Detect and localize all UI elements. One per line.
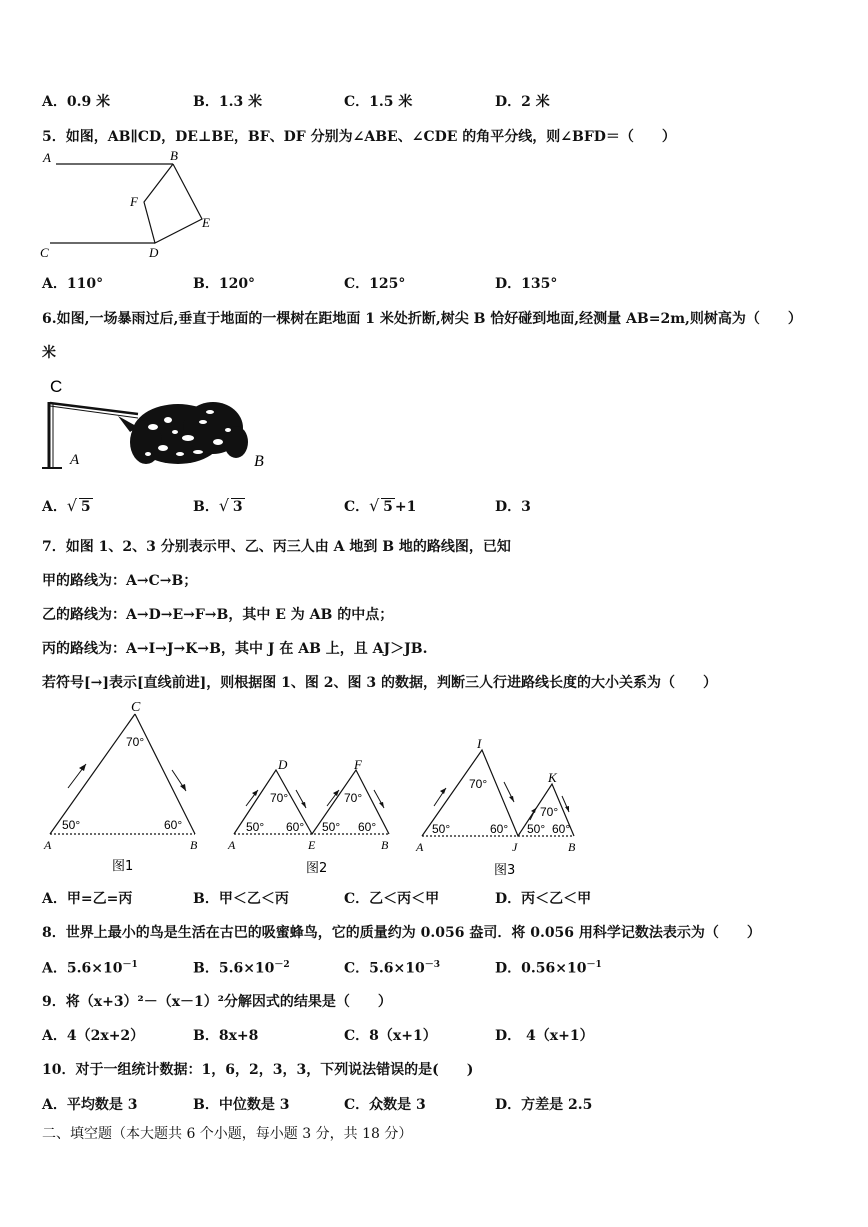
q7-figure-1 (40, 698, 210, 878)
fig3-angle-j-left: 60° (490, 822, 509, 836)
fig2-angle-d: 70° (270, 791, 289, 805)
q7-option-c: C．乙＜丙＜甲 (344, 891, 440, 907)
q7-line2: 乙的路线为：A→D→E→F→B，其中 E 为 AB 的中点； (42, 607, 394, 623)
q7-figure-3 (412, 736, 592, 881)
q9-option-c: C．8（x+1） (344, 1028, 437, 1044)
q6-label-a: A (70, 452, 80, 468)
fig1-label-c: C (131, 700, 141, 715)
q5-stem: 5．如图，AB∥CD，DE⊥BE，BF、DF 分别为∠ABE、∠CDE 的角平分线，则∠BFD＝（ ） (42, 129, 676, 145)
fig2-label-d: D (278, 757, 288, 772)
q5-option-a: A．110° (42, 276, 104, 292)
fig2-label-f: F (354, 757, 362, 772)
fig1-angle-right: 60° (164, 818, 183, 832)
fig1-label-b: B (190, 838, 198, 852)
fig2-label-e: E (308, 838, 316, 852)
q5-option-b: B．120° (193, 276, 256, 292)
fig3-label-i: I (477, 736, 482, 751)
q5-label-d: D (149, 245, 159, 260)
q8-option-a: A．$5.6\times 10^{-1}$ (42, 960, 138, 977)
fig2-label-b: B (381, 838, 389, 852)
q5-label-c: C (40, 245, 49, 260)
q7-line4: 若符号[→]表示[直线前进]，则根据图 1、图 2、图 3 的数据，判断三人行进路线长度的大小关系为（ ） (42, 675, 717, 691)
q6-option-b: B． √ 3 (193, 496, 243, 515)
q6-option-d: D．3 (495, 499, 531, 515)
q7-line1: 甲的路线为：A→C→B； (42, 573, 198, 589)
fig3-label-a: A (416, 840, 424, 854)
fig3-label-j: J (512, 840, 518, 854)
q4-option-b: B．1.3 米 (193, 94, 263, 110)
q5-option-c: C．125° (344, 276, 406, 292)
fig2-angle-e-right: 50° (322, 820, 341, 834)
q9-option-b: B．8x+8 (193, 1028, 259, 1044)
q6-stem-unit: 米 (42, 345, 56, 361)
q5-label-f: F (130, 194, 138, 209)
fig3-angle-a: 50° (432, 822, 451, 836)
q7-stem: 7．如图 1、2、3 分别表示甲、乙、丙三人由 A 地到 B 地的路线图，已知 (42, 539, 511, 555)
fig3-angle-b: 60° (552, 822, 571, 836)
q7-option-a: A．甲=乙=丙 (42, 891, 133, 907)
q4-option-d: D．2 米 (495, 94, 550, 110)
section-2-heading: 二、填空题（本大题共 6 个小题，每小题 3 分，共 18 分） (42, 1126, 413, 1142)
fig1-label-a: A (44, 838, 52, 852)
q10-option-a: A．平均数是 3 (42, 1097, 138, 1113)
q5-label-a: A (43, 150, 51, 165)
fig3-caption: 图3 (494, 863, 516, 878)
q7-option-d: D．丙＜乙＜甲 (495, 891, 592, 907)
fig2-label-a: A (228, 838, 236, 852)
fig3-label-b: B (568, 840, 576, 854)
q8-option-b: B．$5.6\times 10^{-2}$ (193, 960, 290, 977)
fig3-angle-k: 70° (540, 805, 559, 819)
q8-stem: 8．世界上最小的鸟是生活在古巴的吸蜜蜂鸟，它的质量约为 0.056 盎司．将 0.056 用科学记数法表示为（ ） (42, 925, 761, 941)
fig2-angle-f: 70° (344, 791, 363, 805)
q5-label-b: B (170, 148, 178, 163)
q10-stem: 10．对于一组统计数据：1，6，2，3，3，下列说法错误的是( ) (42, 1062, 474, 1078)
q7-option-b: B．甲＜乙＜丙 (193, 891, 289, 907)
q10-option-b: B．中位数是 3 (193, 1097, 290, 1113)
q6-option-a: A． √ 5 (42, 496, 91, 515)
q5-label-e: E (202, 215, 210, 230)
q8-option-d: D．$0.56\times 10^{-1}$ (495, 960, 602, 977)
fig3-angle-j-right: 50° (527, 822, 546, 836)
q6-stem: 6.如图,一场暴雨过后,垂直于地面的一棵树在距地面 1 米处折断,树尖 B 恰好碰到地面,经测量 AB=2m,则树高为（ ） (42, 311, 802, 327)
q9-option-d: D． 4（x+1） (495, 1028, 594, 1044)
fig1-angle-top: 70° (126, 735, 145, 749)
fig2-angle-b: 60° (358, 820, 377, 834)
fig3-label-k: K (548, 770, 557, 785)
q6-figure (38, 372, 278, 472)
fig2-angle-e-left: 60° (286, 820, 305, 834)
fig1-angle-left: 50° (62, 818, 81, 832)
fig2-angle-a: 50° (246, 820, 265, 834)
q8-option-c: C．$5.6\times 10^{-3}$ (344, 960, 440, 977)
q6-label-b: B (254, 453, 264, 470)
q6-label-c: C (50, 377, 63, 396)
fig3-angle-i: 70° (469, 777, 488, 791)
fig1-caption: 图1 (112, 859, 134, 874)
q10-option-c: C．众数是 3 (344, 1097, 426, 1113)
q7-figure-2 (224, 754, 404, 879)
q4-option-a: A．0.9 米 (42, 94, 111, 110)
q4-option-c: C．1.5 米 (344, 94, 413, 110)
q10-option-d: D．方差是 2.5 (495, 1097, 593, 1113)
q9-stem: 9．将（x+3）²－（x－1）²分解因式的结果是（ ） (42, 994, 392, 1010)
fig2-caption: 图2 (306, 861, 328, 876)
q5-option-d: D．135° (495, 276, 558, 292)
q5-figure (38, 146, 228, 266)
q9-option-a: A．4（2x+2） (42, 1028, 145, 1044)
q6-option-c: C． √ 5 +1 (344, 496, 417, 515)
q7-line3: 丙的路线为：A→I→J→K→B，其中 J 在 AB 上，且 AJ＞JB. (42, 641, 428, 657)
